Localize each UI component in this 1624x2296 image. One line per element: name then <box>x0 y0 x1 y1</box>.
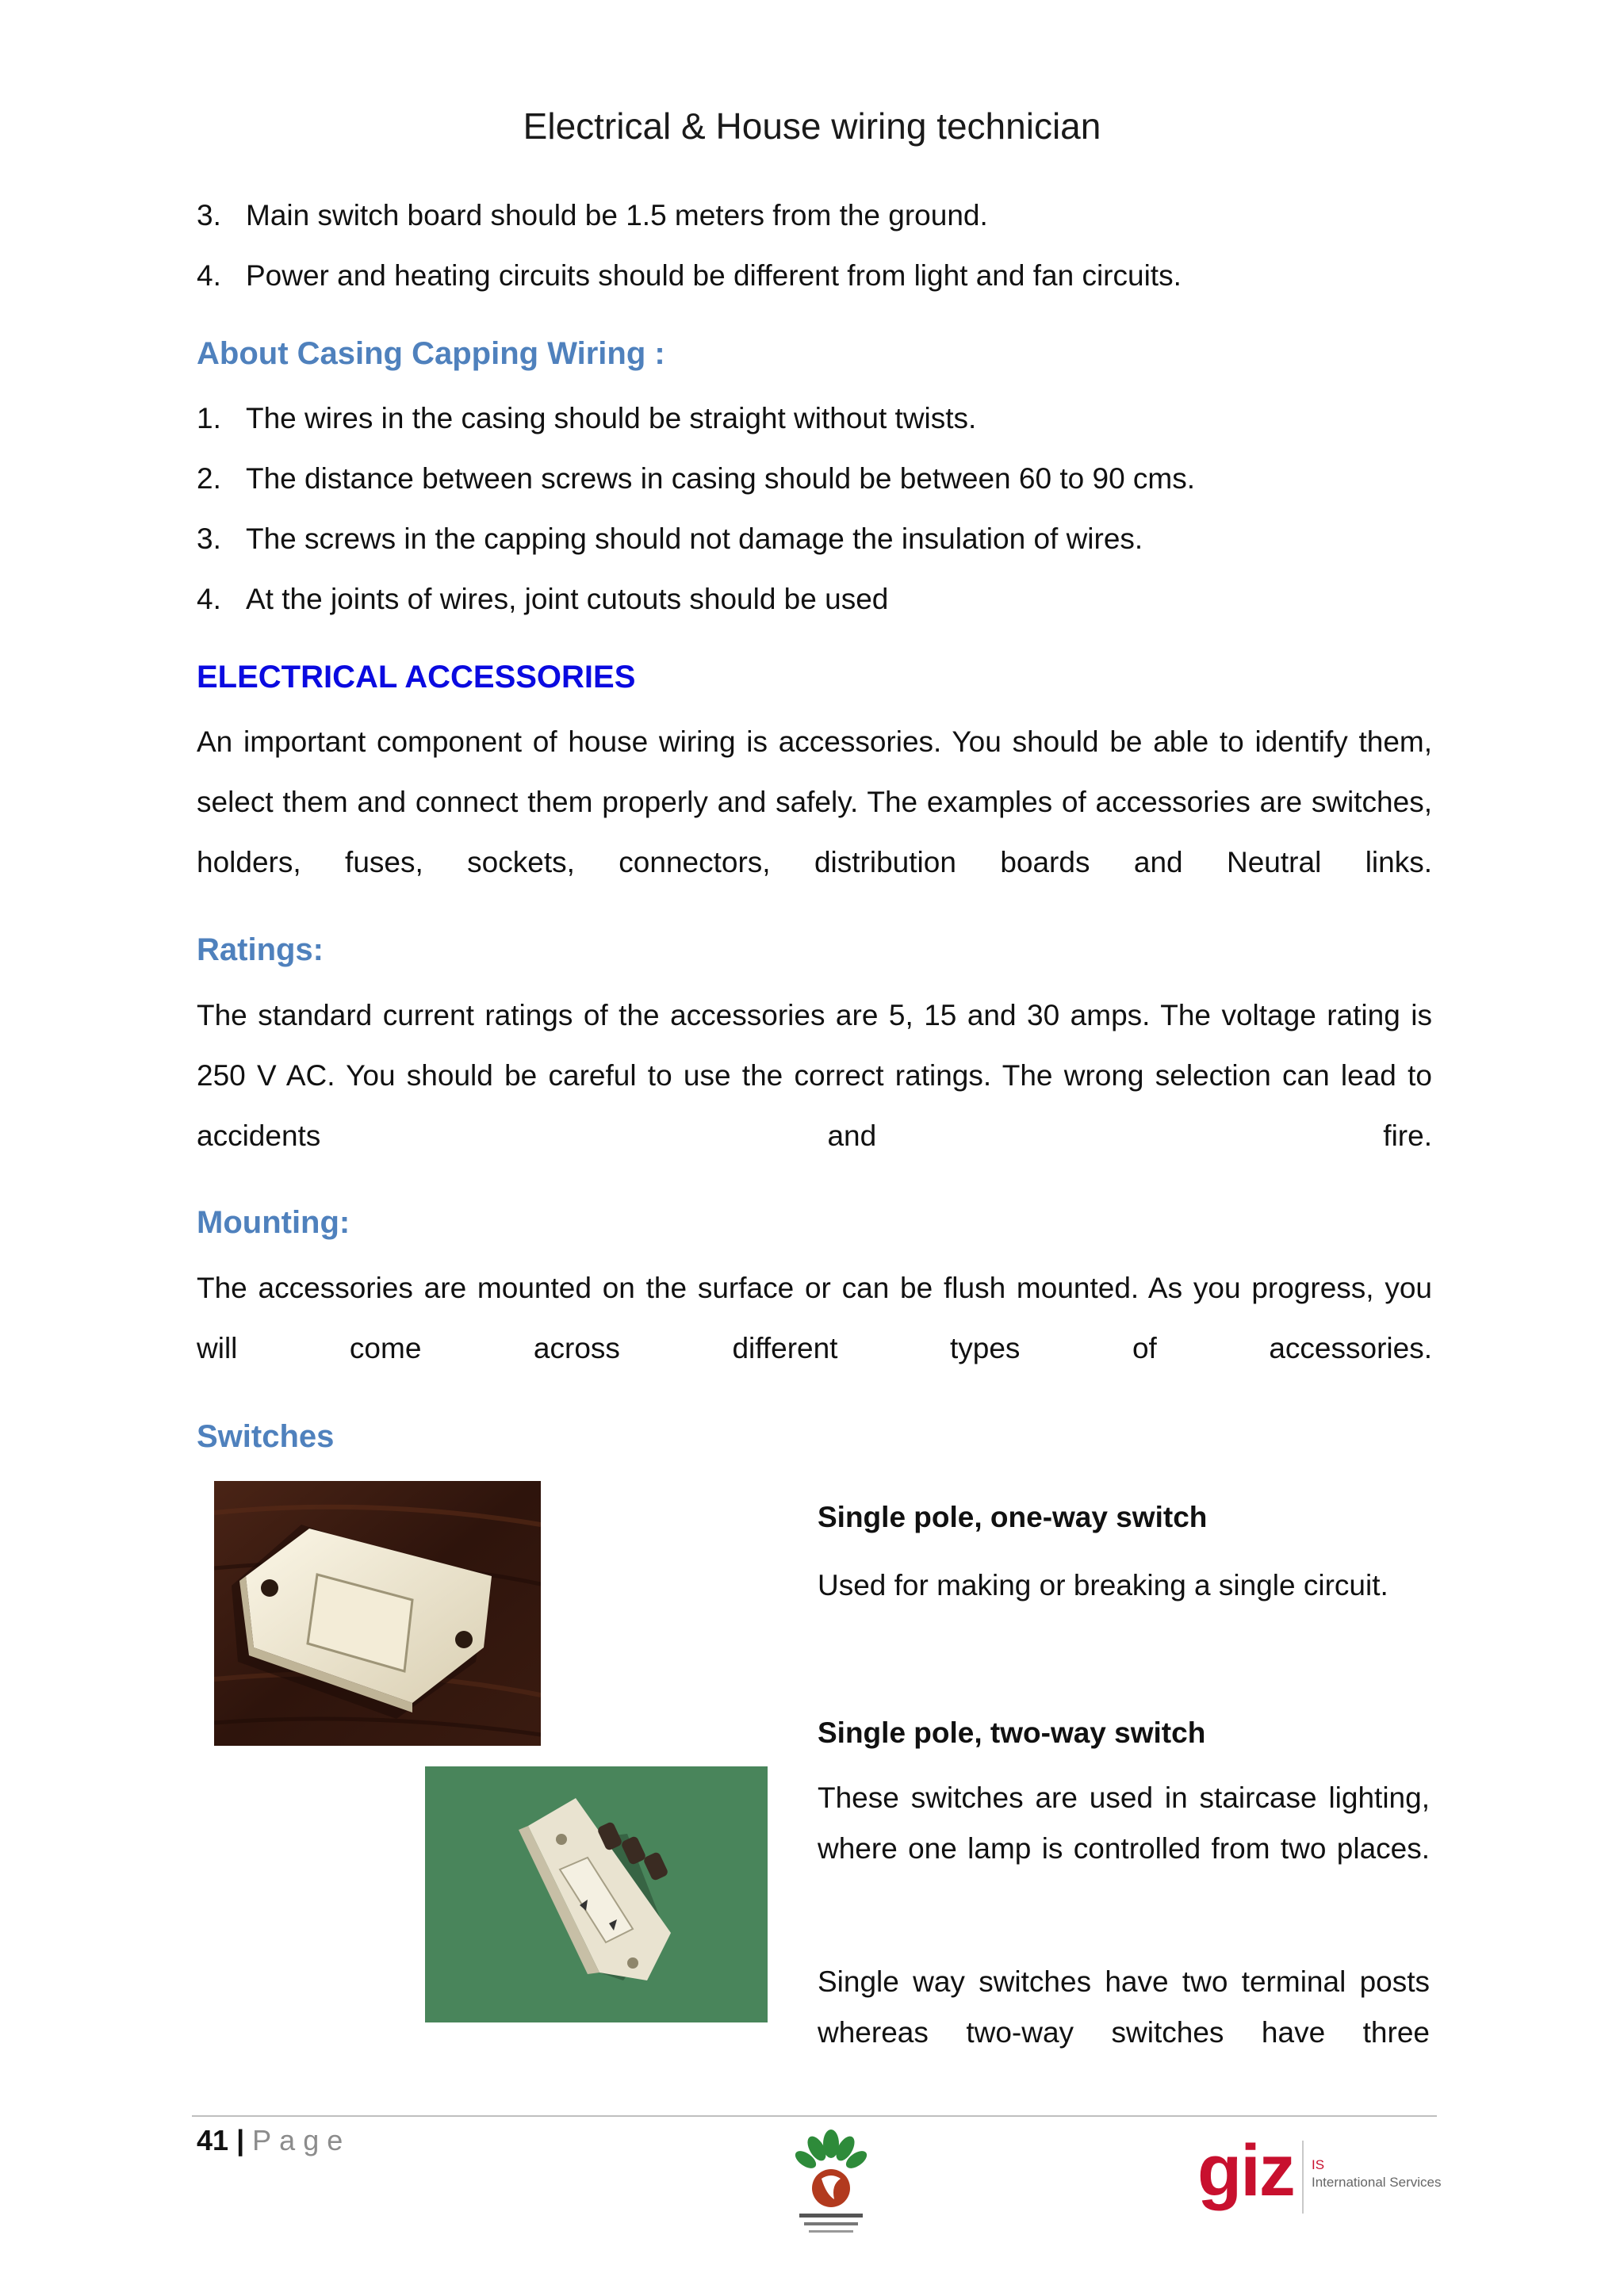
electrical-accessories-heading: ELECTRICAL ACCESSORIES <box>197 660 636 695</box>
list-item-number: 4. <box>197 259 221 292</box>
two-way-switch-photo <box>425 1766 768 2022</box>
list-item <box>197 198 988 233</box>
list-item <box>197 461 1195 496</box>
two-way-switch-title: Single pole, two-way switch <box>818 1716 1206 1749</box>
list-item <box>197 522 1143 557</box>
giz-logo <box>1197 2130 1451 2221</box>
list-item-text: The screws in the capping should not damage the insulation of wires. <box>246 522 1143 555</box>
switches-heading: Switches <box>197 1419 335 1454</box>
list-item-number: 1. <box>197 402 221 434</box>
footer-divider <box>192 2115 1437 2117</box>
page-header-title: Electrical & House wiring technician <box>523 105 1101 147</box>
accessories-paragraph: An important component of house wiring is accessories. You should be able to identify them, select them and connect them properly and safely. The examples of accessories are switches, holders, fuses, sockets, connectors, distribution boards and Neutral links. <box>197 725 1432 878</box>
page-number-separator: | <box>236 2124 245 2156</box>
list-item-number: 3. <box>197 522 221 555</box>
giz-logo-subtitle: International Services <box>1312 2175 1442 2190</box>
list-item-number: 4. <box>197 583 221 615</box>
one-way-switch-description: Used for making or breaking a single circuit. <box>818 1569 1388 1601</box>
page-label: Page <box>252 2124 351 2156</box>
page-number <box>197 2123 350 2157</box>
one-way-switch-title: Single pole, one-way switch <box>818 1501 1208 1533</box>
list-item <box>197 258 1182 293</box>
ratings-heading: Ratings: <box>197 932 324 967</box>
mounting-heading: Mounting: <box>197 1205 350 1240</box>
list-item-text: The distance between screws in casing should be between 60 to 90 cms. <box>246 462 1196 495</box>
page-number-value: 41 <box>197 2124 229 2156</box>
giz-logo-is: IS <box>1312 2157 1325 2172</box>
list-item-text: The wires in the casing should be straight without twists. <box>246 402 977 434</box>
two-way-switch-note: Single way switches have two terminal posts whereas two-way switches have three <box>818 1965 1430 2049</box>
kaushalya-emblem-logo <box>782 2126 880 2245</box>
list-item <box>197 582 888 617</box>
list-item-number: 3. <box>197 199 221 232</box>
list-item <box>197 401 976 436</box>
casing-capping-heading: About Casing Capping Wiring : <box>197 336 665 371</box>
one-way-switch-photo <box>214 1481 541 1746</box>
ratings-paragraph: The standard current ratings of the accessories are 5, 15 and 30 amps. The voltage rating is 250 V AC. You should be careful to use the correct ratings. The wrong selection can lead to accidents and fire. <box>197 999 1432 1152</box>
list-item-text: Power and heating circuits should be different from light and fan circuits. <box>246 259 1182 292</box>
list-item-number: 2. <box>197 462 221 495</box>
list-item-text: Main switch board should be 1.5 meters from the ground. <box>246 199 988 232</box>
list-item-text: At the joints of wires, joint cutouts should be used <box>246 583 889 615</box>
mounting-paragraph: The accessories are mounted on the surface or can be flush mounted. As you progress, you will come across different types of accessories. <box>197 1272 1432 1364</box>
giz-logo-divider <box>1302 2141 1304 2214</box>
giz-logo-text: giz <box>1197 2130 1294 2211</box>
two-way-switch-description: These switches are used in staircase lighting, where one lamp is controlled from two places. <box>818 1781 1430 1865</box>
